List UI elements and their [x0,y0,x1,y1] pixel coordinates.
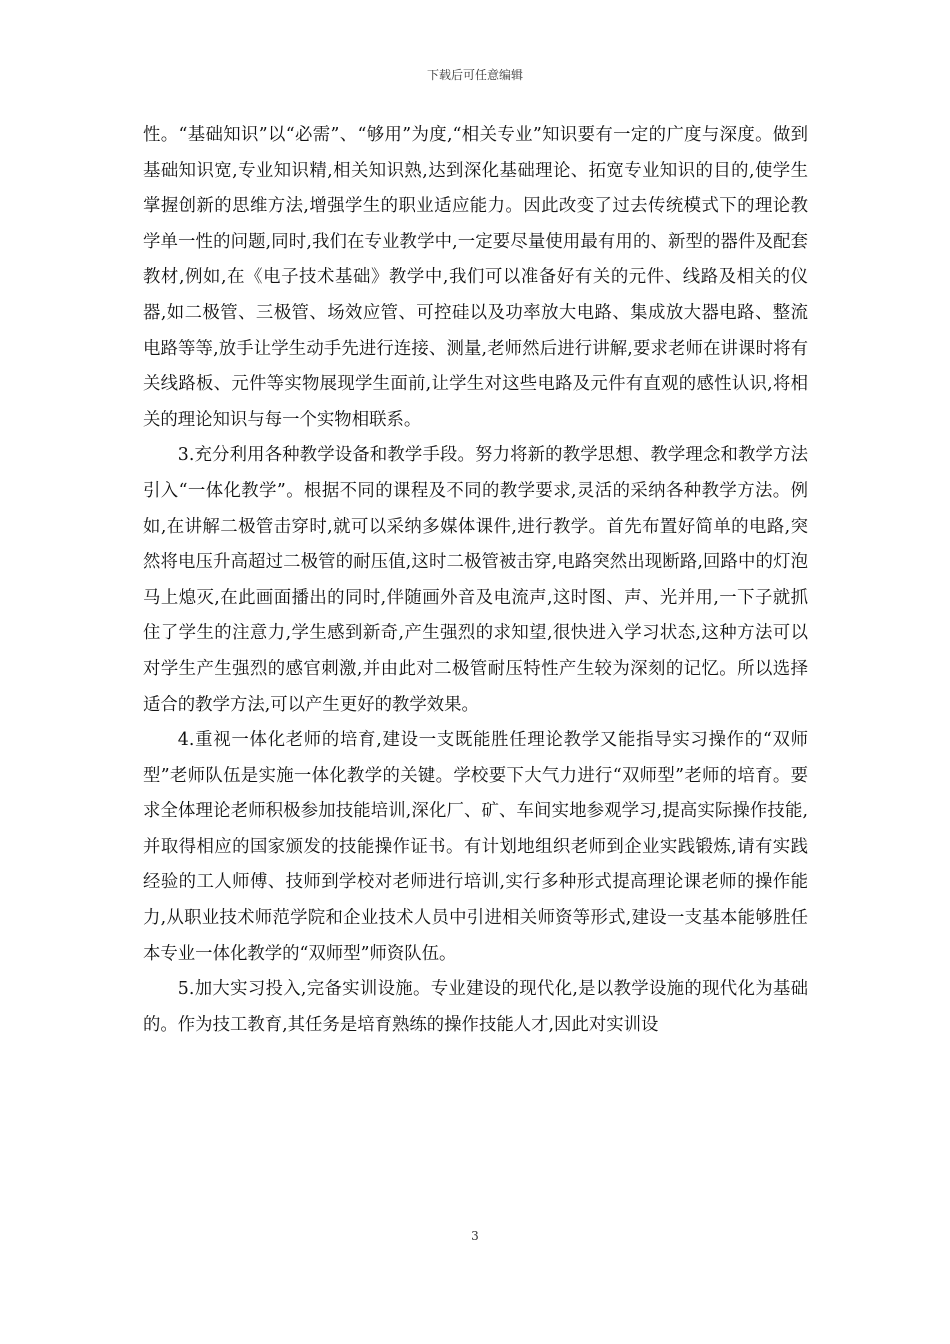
page-header-note: 下载后可任意编辑 [426,68,523,82]
paragraph-item-4: 4.重视一体化老师的培育,建设一支既能胜任理论教学又能指导实习操作的“双师型”老师队伍是实施一体化教学的关键。学校要下大气力进行“双师型”老师的培育。要求全体理论老师积极参加技能培训,深化厂、矿、车间实地参观学习,提高实际操作技能,并取得相应的国家颁发的技能操作证书。有计划地组织老师到企业实践锻炼,请有实践经验的工人师傅、技师到学校对老师进行培训,实行多种形式提高理论课老师的操作能力,从职业技术师范学院和企业技术人员中引进相关师资等形式,建设一支基本能够胜任本专业一体化教学的“双师型”师资队伍。 [143,730,808,964]
paragraph-continuation: 性。“基础知识”以“必需”、“够用”为度,“相关专业”知识要有一定的广度与深度。做到基础知识宽,专业知识精,相关知识熟,达到深化基础理论、拓宽专业知识的目的,使学生掌握创新的思维方法,增强学生的职业适应能力。因此改变了过去传统模式下的理论教学单一性的问题,同时,我们在专业教学中,一定要尽量使用最有用的、新型的器件及配套教材,例如,在《电子技术基础》教学中,我们可以准备好有关的元件、线路及相关的仪器,如二极管、三极管、场效应管、可控硅以及功率放大电路、集成放大器电路、整流电路等等,放手让学生动手先进行连接、测量,老师然后进行讲解,要求老师在讲课时将有关线路板、元件等实物展现学生面前,让学生对这些电路及元件有直观的感性认识,将相关的理论知识与每一个实物相联系。 [143,125,808,430]
paragraph-item-3: 3.充分利用各种教学设备和教学手段。努力将新的教学思想、教学理念和教学方法引入“一体化教学”。根据不同的课程及不同的教学要求,灵活的采纳各种教学方法。例如,在讲解二极管击穿时,就可以采纳多媒体课件,进行教学。首先布置好简单的电路,突然将电压升高超过二极管的耐压值,这时二极管被击穿,电路突然出现断路,回路中的灯泡马上熄灭,在此画面播出的同时,伴随画外音及电流声,这时图、声、光并用,一下子就抓住了学生的注意力,学生感到新奇,产生强烈的求知望,很快进入学习状态,这种方法可以对学生产生强烈的感官刺激,并由此对二极管耐压特性产生较为深刻的记忆。所以选择适合的教学方法,可以产生更好的教学效果。 [143,445,808,715]
paragraph-item-5: 5.加大实习投入,完备实训设施。专业建设的现代化,是以教学设施的现代化为基础的。作为技工教育,其任务是培育熟练的操作技能人才,因此对实训设 [143,979,808,1035]
body-text [143,118,808,1043]
page-number: 3 [471,1229,479,1243]
